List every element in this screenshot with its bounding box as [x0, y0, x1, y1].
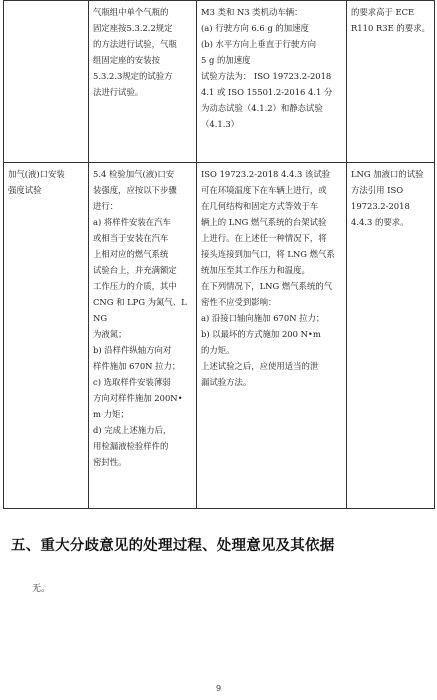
cell-text-line: 进行：: [93, 201, 119, 211]
comparison-table: [3, 0, 435, 509]
cell-text-line: 5 g 的加速度: [201, 55, 251, 65]
cell-text-line: 密封性。: [93, 457, 127, 467]
cell-text-line: 工作压力的介质，其中: [93, 281, 177, 291]
cell-text-line: b) 沿样件纵轴方向对: [93, 345, 172, 355]
cell-text-line: 密性不应受到影响：: [201, 297, 277, 307]
cell-text-line: CNG 和 LPG 为氮气、LNG: [93, 297, 187, 323]
cell-text-line: 固定座按5.3.2.2规定: [93, 23, 173, 33]
cell-note: [347, 163, 435, 509]
cell-text-line: 4.1 或 ISO 15501.2-2016 4.1 分: [201, 87, 333, 97]
cell-text-line: 装强度，应按以下步骤: [93, 185, 177, 195]
cell-text-line: 的力矩。: [201, 345, 235, 355]
cell-text-line: 的方法进行试验，气瓶: [93, 39, 177, 49]
cell-method: [89, 1, 197, 163]
cell-text-line: 强度试验: [8, 185, 42, 195]
cell-text-line: a) 沿接口轴向施加 670N 拉力；: [201, 313, 325, 323]
cell-text-line: 气瓶组中单个气瓶的: [93, 7, 169, 17]
cell-text-line: 上相对应的燃气系统: [93, 249, 169, 259]
cell-text-line: 试验台上，并充满额定: [93, 265, 177, 275]
cell-text-line: 接头连接到加气口，将 LNG 燃气系: [201, 249, 335, 259]
cell-text-line: 为液氮；: [93, 329, 127, 339]
cell-text-line: 在下列情况下，LNG 燃气系统的气: [201, 281, 333, 291]
cell-text-line: 组固定座的安装按: [93, 55, 160, 65]
table-row: [4, 163, 435, 509]
cell-text-line: 4.4.3 的要求。: [351, 217, 409, 227]
cell-text-line: (b) 水平方向上垂直于行驶方向: [201, 39, 317, 49]
cell-text-line: 法进行试验。: [93, 87, 144, 97]
section-heading: 五、重大分歧意见的处理过程、处理意见及其依据: [11, 538, 335, 554]
cell-item: [4, 163, 89, 509]
cell-text-line: 5.4 检验加气(液)口安: [93, 169, 175, 179]
cell-standard: [197, 1, 347, 163]
cell-text-line: (a) 行驶方向 6.6 g 的加速度: [201, 23, 309, 33]
cell-text-line: 统加压至其工作压力和温度。: [201, 265, 310, 275]
cell-text-line: LNG 加液口的试验: [351, 169, 424, 179]
cell-text-line: 试验方法为： ISO 19723.2-2018: [201, 71, 332, 81]
cell-text-line: 用检漏液检验样件的: [93, 441, 169, 451]
cell-text-line: m 力矩；: [93, 409, 129, 419]
cell-text-line: R110 R3E 的要求。: [351, 23, 430, 33]
cell-text-line: 19723.2-2018: [351, 201, 410, 211]
cell-text-line: M3 类和 N3 类机动车辆：: [201, 7, 303, 17]
cell-note: [347, 1, 435, 163]
cell-text-line: 加气(液)口安装: [8, 169, 65, 179]
cell-text-line: 5.3.2.3规定的试验方: [93, 71, 173, 81]
cell-text-line: 可在环境温度下在车辆上进行，或: [201, 185, 327, 195]
cell-text-line: 为动态试验（4.1.2）和静态试验: [201, 103, 323, 113]
cell-text-line: ISO 19723.2-2018 4.4.3 该试验: [201, 169, 331, 179]
cell-text-line: 样件施加 670N 拉力；: [93, 361, 181, 371]
cell-text-line: 上述试验之后，应使用适当的泄: [201, 361, 319, 371]
cell-text-line: 方法引用 ISO: [351, 185, 404, 195]
cell-text-line: 上进行。在上述任一种情况下，将: [201, 233, 327, 243]
cell-standard: [197, 163, 347, 509]
cell-text-line: 或相当于安装在汽车: [93, 233, 169, 243]
cell-text-line: b) 以最坏的方式施加 200 N•m: [201, 329, 321, 339]
section-body: 无。: [32, 584, 51, 594]
cell-item: [4, 1, 89, 163]
cell-text-line: 在几何结构和固定方式等效于车: [201, 201, 319, 211]
cell-text-line: 漏试验方法。: [201, 377, 252, 387]
cell-text-line: a) 将样件安装在汽车: [93, 217, 171, 227]
cell-text-line: c) 选取样件安装薄弱: [93, 377, 171, 387]
cell-text-line: 方向对样件施加 200N•: [93, 393, 183, 403]
page-number: 9: [215, 684, 222, 693]
table-row: [4, 1, 435, 163]
cell-method: [89, 163, 197, 509]
cell-text-line: 的要求高于 ECE: [351, 7, 415, 17]
cell-text-line: d) 完成上述施力后，: [93, 425, 172, 435]
cell-text-line: （4.1.3）: [201, 119, 240, 129]
cell-text-line: 辆上的 LNG 燃气系统的台架试验: [201, 217, 327, 227]
